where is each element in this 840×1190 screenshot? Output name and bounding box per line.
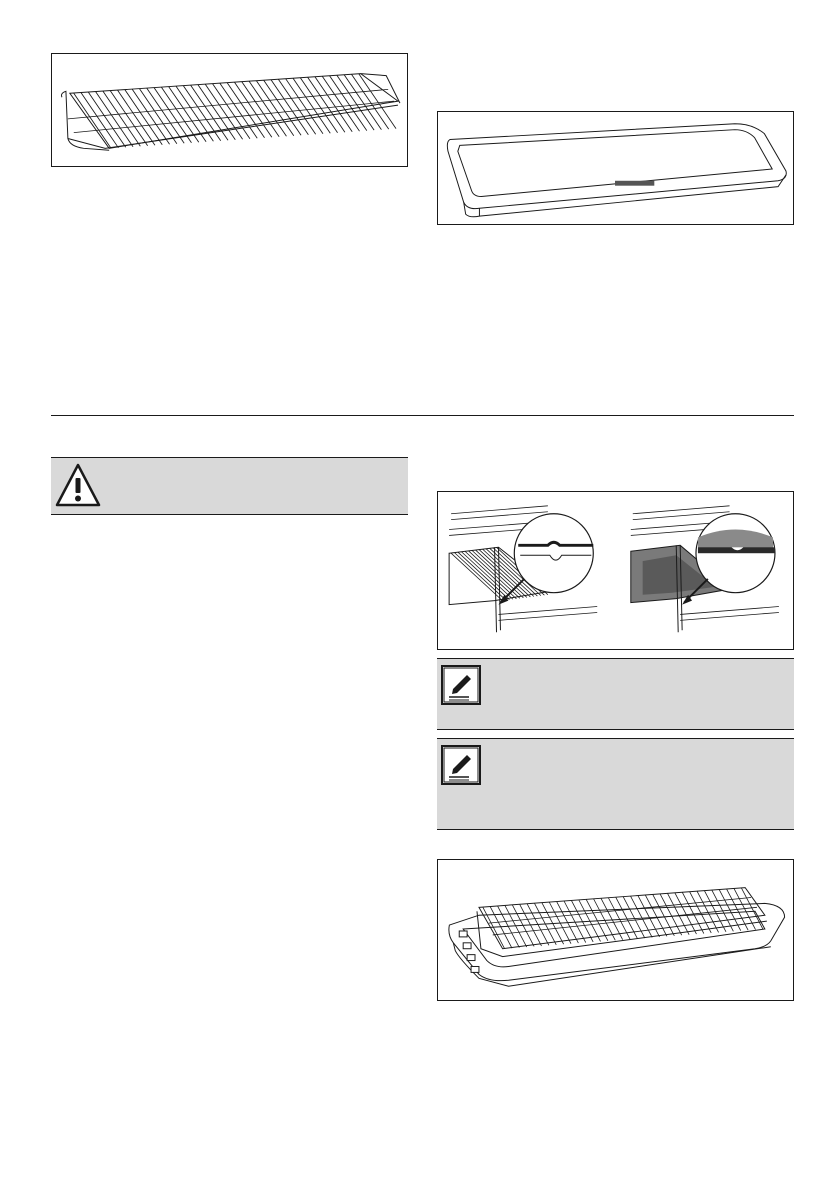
wire-bar — [329, 76, 366, 131]
section-divider — [51, 415, 794, 416]
baking-tray-illustration — [438, 112, 793, 224]
shelf-with-tray-illustration — [438, 860, 793, 1000]
figure-baking-tray — [437, 111, 794, 225]
wire-bar — [344, 75, 381, 130]
wire-bar — [315, 77, 352, 132]
wire-bar — [88, 92, 125, 147]
wire-bar — [96, 92, 133, 147]
wire-bar — [286, 79, 323, 134]
wire-bar — [125, 90, 162, 145]
figure-shelf-insertion — [437, 491, 794, 650]
wire-bar — [264, 80, 301, 135]
wire-bar — [278, 79, 315, 134]
wire-bar — [351, 74, 388, 129]
wire-bar — [154, 88, 191, 143]
wire-bar — [81, 93, 118, 148]
wire-bar — [235, 82, 272, 137]
warning-triangle-icon — [55, 462, 101, 508]
wire-bar — [220, 83, 257, 138]
warning-box — [51, 457, 408, 515]
note-box — [437, 658, 794, 730]
wire-bar — [249, 81, 286, 136]
note-pencil-icon — [441, 745, 481, 785]
wire-bar — [147, 88, 184, 143]
wire-bar — [293, 78, 330, 133]
note-pencil-icon — [441, 665, 481, 705]
wire-bar — [118, 90, 155, 145]
wire-bar — [132, 89, 169, 144]
wire-bar — [183, 86, 220, 141]
wire-bar — [169, 87, 206, 142]
wire-bar — [161, 87, 198, 142]
figure-shelf-with-tray — [437, 859, 794, 1001]
note-box — [437, 738, 794, 830]
wire-bar — [337, 75, 374, 130]
wire-bar — [300, 78, 337, 133]
wire-bar — [256, 81, 293, 136]
wire-bar — [271, 80, 308, 135]
wire-bar — [176, 86, 213, 141]
wire-bar — [308, 77, 345, 132]
wire-bar — [242, 82, 279, 137]
wire-shelf-illustration — [52, 54, 407, 166]
figure-wire-shelf — [51, 53, 408, 167]
wire-bar — [103, 91, 140, 146]
wire-bar — [74, 93, 111, 148]
wire-bar — [140, 89, 177, 144]
wire-bar — [110, 91, 147, 146]
shelf-insertion-illustration — [438, 492, 793, 649]
wire-bar — [322, 76, 359, 131]
